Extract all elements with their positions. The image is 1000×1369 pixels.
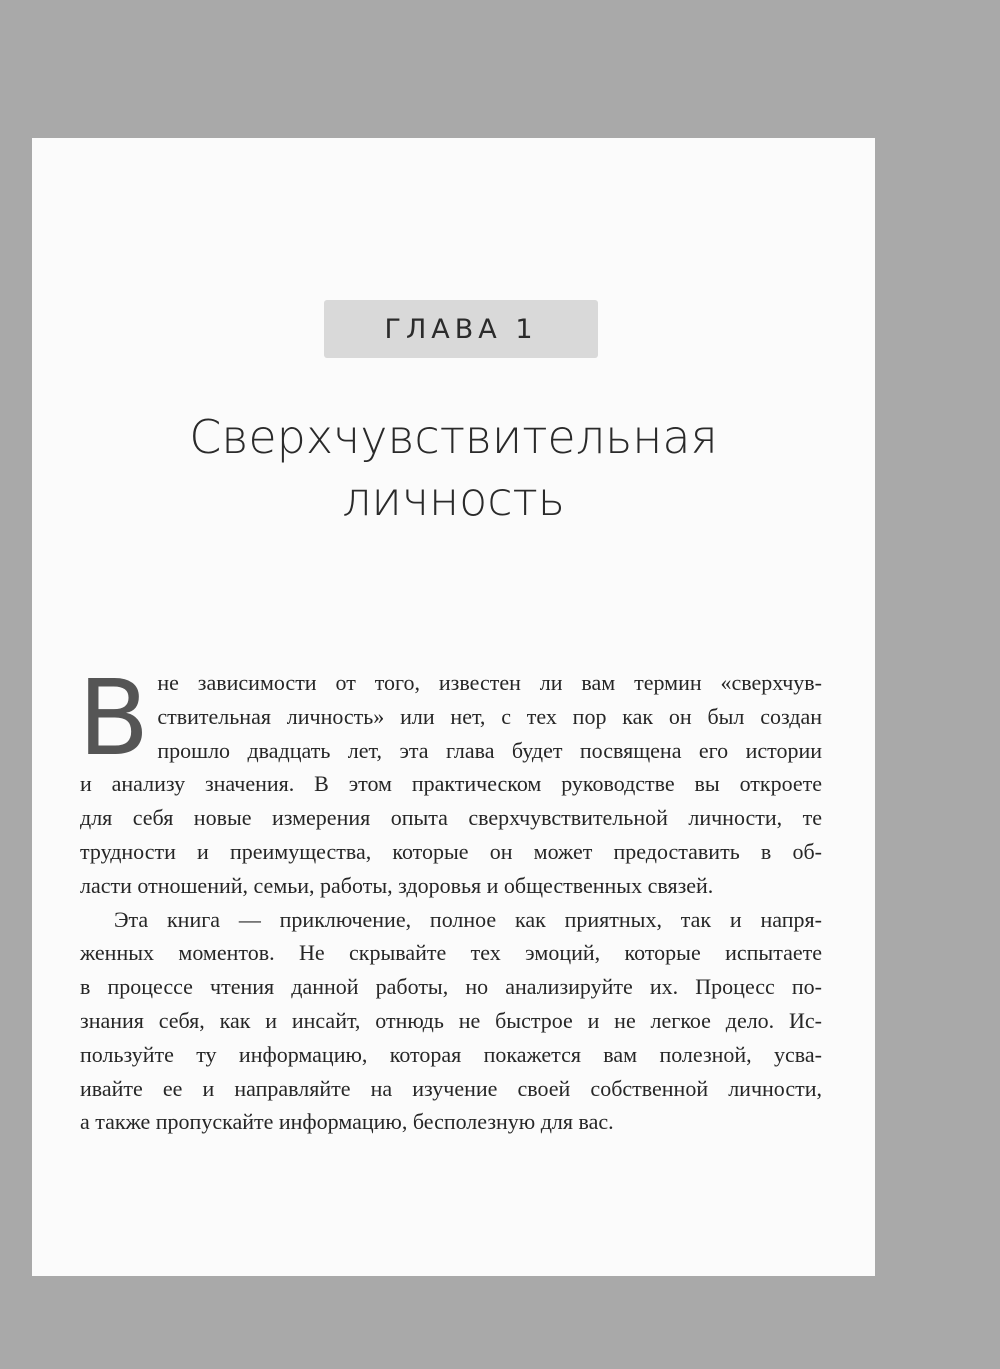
paragraph-2 — [80, 903, 822, 1140]
text-line: трудности и преимущества, которые он может предоставить в об- — [80, 838, 822, 864]
text-line: пользуйте ту информацию, которая покажется вам полезной, усва- — [80, 1041, 822, 1067]
chapter-title — [32, 406, 875, 530]
drop-cap: В — [78, 657, 150, 779]
book-page — [32, 138, 875, 1276]
text-line: ласти отношений, семьи, работы, здоровья и общественных связей. — [80, 872, 714, 898]
text-line: ствительная личность» или нет, с тех пор как он был создан — [157, 703, 822, 729]
chapter-title-line-1: Сверхчувствительная — [189, 410, 718, 464]
body-text — [78, 657, 822, 1139]
text-line: в процессе чтения данной работы, но анализируйте их. Процесс по- — [80, 974, 822, 1000]
text-line: прошло двадцать лет, эта глава будет посвящена его истории — [157, 737, 822, 763]
text-line: ивайте ее и направляйте на изучение своей собственной личности, — [80, 1075, 822, 1101]
chapter-badge — [324, 300, 598, 358]
text-line: и анализу значения. В этом практическом руководстве вы откроете — [80, 771, 822, 797]
text-line: женных моментов. Не скрывайте тех эмоций, которые испытаете — [80, 940, 822, 966]
text-line: а также пропускайте информацию, бесполезную для вас. — [80, 1109, 614, 1135]
text-line: не зависимости от того, известен ли вам термин «сверхчув- — [157, 670, 822, 695]
text-line: Эта книга — приключение, полное как приятных, так и напря- — [114, 906, 822, 932]
chapter-label: ГЛАВА 1 — [384, 313, 538, 345]
text-line: для себя новые измерения опыта сверхчувствительной личности, те — [80, 805, 822, 831]
paragraph-1 — [78, 657, 822, 903]
text-line: знания себя, как и инсайт, отнюдь не быстрое и не легкое дело. Ис- — [80, 1007, 822, 1033]
chapter-title-line-2: личность — [342, 472, 565, 526]
